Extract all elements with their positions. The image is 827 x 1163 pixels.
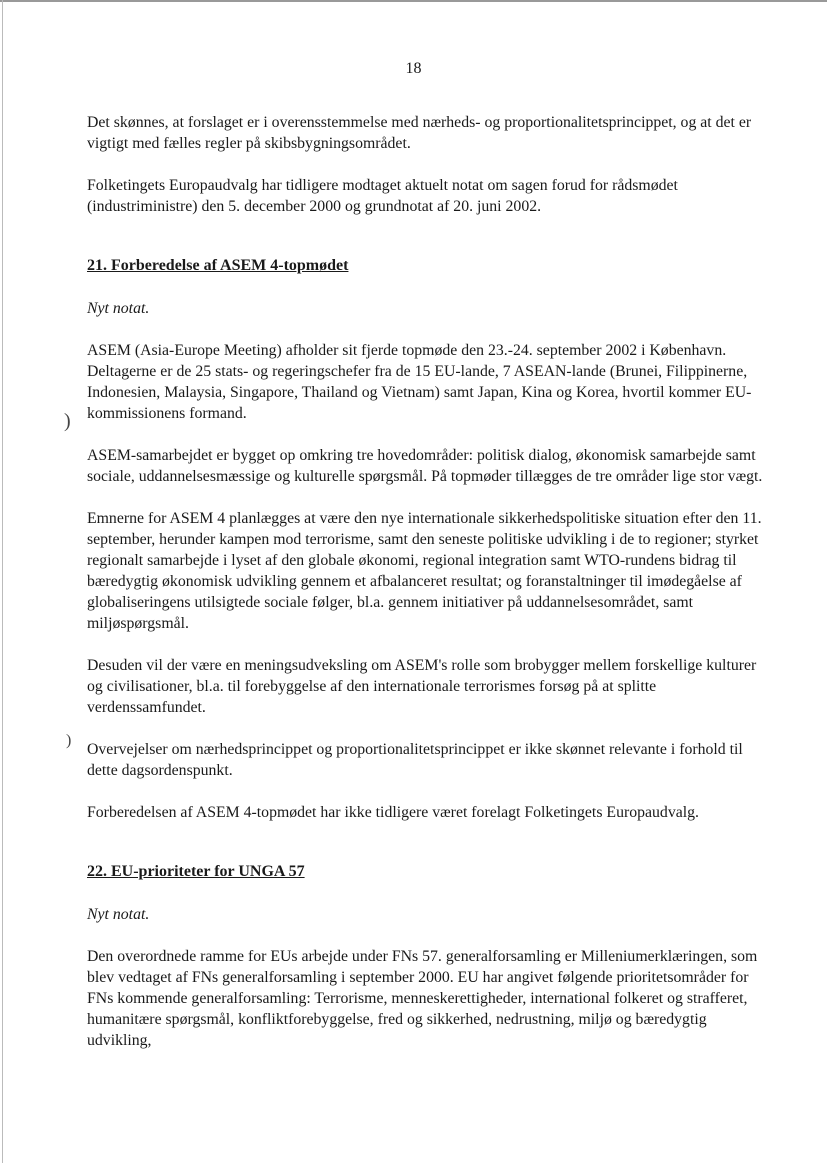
section-heading-21: 21. Forberedelse af ASEM 4-topmødet	[87, 257, 349, 274]
paragraph: Folketingets Europaudvalg har tidligere modtaget aktuelt notat om sagen forud for rådsmødet (industriministre) den 5. december 2000 og grundnotat af 20. juni 2002.	[87, 177, 678, 215]
paragraph: Desuden vil der være en meningsudveksling om ASEM's rolle som brobygger mellem forskellige kulturer og civilisationer, bl.a. til forebyggelse af den internationale terrorismes forsøg på at splitte verdenssamfundet.	[87, 657, 757, 716]
paragraph: Overvejelser om nærhedsprincippet og proportionalitetsprincippet er ikke skønnet relevante i forhold til dette dagsordenspunkt.	[87, 741, 743, 779]
document-body	[87, 112, 767, 1072]
paragraph: ASEM-samarbejdet er bygget op omkring tre hovedområder: politisk dialog, økonomisk samarbejde samt sociale, uddannelsesmæssige og kulturelle spørgsmål. På topmøder tillægges de tre områder lige stor vægt.	[87, 447, 763, 485]
scan-bracket-mark: )	[66, 732, 72, 749]
paragraph: Den overordnede ramme for EUs arbejde under FNs 57. generalforsamling er Milleniumerklæringen, som blev vedtaget af FNs generalforsamling i september 2000. EU har angivet følgende prioritetsområder for FNs kommende generalforsamling: Terrorisme, menneskerettigheder, international folkeret og strafferet, humanitære spørgsmål, konfliktforebyggelse, fred og sikkerhed, nedrustning, miljø og bæredygtig udvikling,	[87, 948, 758, 1049]
scan-edge-left	[2, 0, 3, 1163]
paragraph: ASEM (Asia-Europe Meeting) afholder sit fjerde topmøde den 23.-24. september 2002 i København. Deltagerne er de 25 stats- og regeringschefer fra de 15 EU-lande, 7 ASEAN-lande (Brunei, Filippinerne, Indonesien, Malaysia, Singapore, Thailand og Vietnam) samt Japan, Kina og Korea, hvortil kommer EU-kommissionens formand.	[87, 342, 752, 422]
paragraph: Emnerne for ASEM 4 planlægges at være den nye internationale sikkerhedspolitiske situation efter den 11. september, herunder kampen mod terrorisme, samt den seneste politiske udvikling i de to regioner; styrket regionalt samarbejde i lyset af den globale økonomi, regional integration samt WTO-rundens bidrag til bæredygtig økonomisk udvikling gennem et afbalanceret resultat; og foranstaltninger til imødegåelse af globaliseringens utilsigtede sociale følger, bl.a. gennem initiativer på uddannelsesområdet, samt miljøspørgsmål.	[87, 510, 762, 632]
section-note: Nyt notat.	[87, 906, 150, 923]
paragraph: Det skønnes, at forslaget er i overensstemmelse med nærheds- og proportionalitetsprincippet, og at det er vigtigt med fælles regler på skibsbygningsområdet.	[87, 114, 752, 152]
scan-edge-top	[0, 0, 827, 2]
paragraph: Forberedelsen af ASEM 4-topmødet har ikke tidligere været forelagt Folketingets Europaudvalg.	[87, 804, 699, 821]
scan-bracket-mark: )	[64, 410, 71, 432]
section-note: Nyt notat.	[87, 300, 150, 317]
section-heading-22: 22. EU-prioriteter for UNGA 57	[87, 863, 305, 880]
page-number: 18	[405, 60, 422, 77]
